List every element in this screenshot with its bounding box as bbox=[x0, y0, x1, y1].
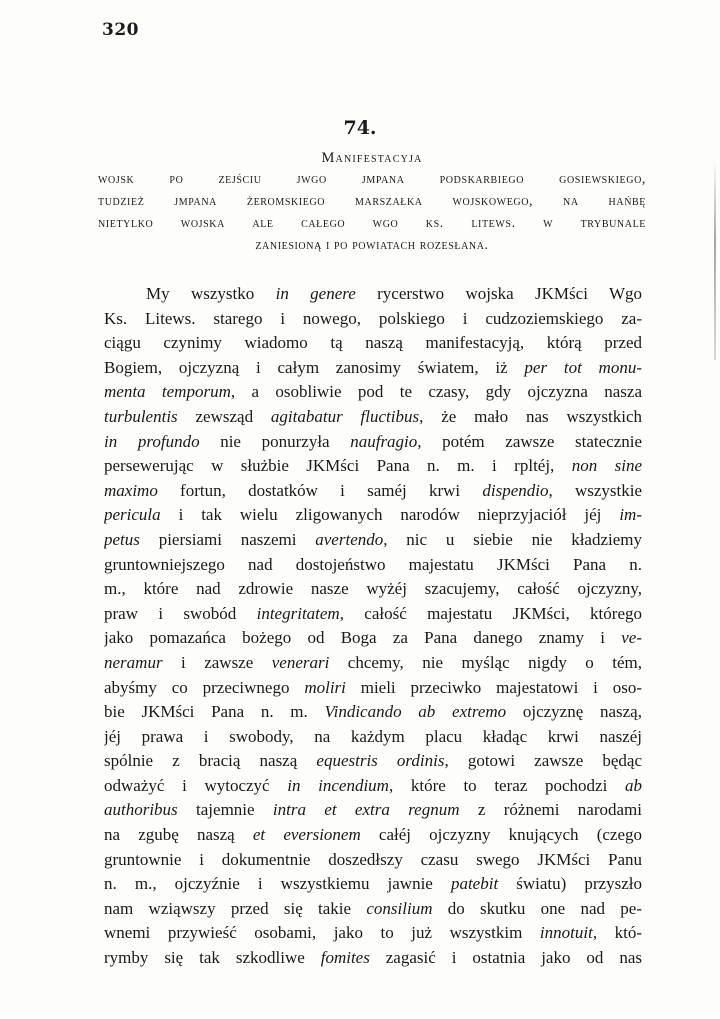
body-text bbox=[104, 282, 642, 971]
latin-phrase: neramur bbox=[104, 652, 163, 672]
document-number: 74. bbox=[343, 117, 377, 139]
text-run: jéj prawa i swobody, na każdym placu kładąc krwi naszéj bbox=[104, 726, 642, 746]
latin-phrase: patebit bbox=[450, 874, 499, 894]
latin-phrase: consilium bbox=[366, 898, 433, 918]
latin-phrase: avertendo bbox=[315, 529, 384, 549]
scan-edge-shadow bbox=[714, 160, 716, 360]
text-run: i tak wielu zligowanych narodów nieprzyjaciół jéj bbox=[160, 505, 620, 525]
text-line bbox=[104, 577, 642, 602]
latin-phrase: fomites bbox=[320, 948, 370, 968]
text-run: ciągu czynimy wiadomo tą naszą manifestacyją, którą przed bbox=[104, 333, 642, 353]
latin-phrase: non sine bbox=[571, 456, 642, 476]
text-line bbox=[104, 897, 642, 922]
text-run: wnemi przywieść osobami, jako to już wszystkim bbox=[104, 923, 540, 943]
latin-phrase: im- bbox=[619, 505, 642, 525]
text-run: praw i swobód bbox=[104, 603, 257, 623]
text-run: , całość majestatu JKMści, którego bbox=[339, 603, 642, 623]
latin-phrase: equestris ordinis bbox=[316, 751, 445, 771]
text-line bbox=[104, 725, 642, 750]
text-line bbox=[104, 798, 642, 823]
latin-phrase: et eversionem bbox=[252, 825, 361, 845]
text-run: mieli przeciwko majestatowi i oso- bbox=[345, 677, 642, 697]
heading-line: nietylko wojska ale całego wgo ks. litews. w trybunale bbox=[98, 216, 646, 231]
text-line bbox=[104, 380, 642, 405]
text-run: m., które nad zdrowie nasze wyżéj szacujemy, całość ojczyzny, bbox=[104, 579, 642, 599]
text-line bbox=[104, 872, 642, 897]
text-line bbox=[104, 749, 642, 774]
document-heading bbox=[98, 147, 646, 257]
text-run: z różnemi narodami bbox=[459, 800, 642, 820]
text-run: zagasić i ostatnia jako od nas bbox=[369, 948, 642, 968]
text-line bbox=[104, 946, 642, 971]
text-line bbox=[104, 331, 642, 356]
text-run: , potém zawsze statecznie bbox=[417, 431, 642, 451]
text-run: fortun, dostatków i saméj krwi bbox=[157, 480, 483, 500]
latin-phrase: ab bbox=[624, 775, 642, 795]
text-line bbox=[104, 528, 642, 553]
text-line bbox=[104, 921, 642, 946]
text-line bbox=[104, 774, 642, 799]
text-run: , które to teraz pochodzi bbox=[388, 775, 625, 795]
latin-phrase: in incendium bbox=[287, 775, 389, 795]
latin-phrase: authoribus bbox=[104, 800, 178, 820]
text-run: My wszystko bbox=[146, 284, 276, 303]
latin-phrase: in genere bbox=[275, 284, 356, 303]
latin-phrase: turbulentis bbox=[104, 406, 178, 426]
heading-title: Manifestacyja bbox=[321, 150, 423, 166]
latin-phrase: moliri bbox=[304, 677, 346, 697]
text-run: persewerując w służbie JKMści Pana n. m. i rpltéj, bbox=[104, 456, 572, 476]
text-run: odważyć i wytoczyć bbox=[104, 775, 288, 795]
latin-phrase: innotuit bbox=[539, 923, 593, 943]
text-run: nie ponurzyła bbox=[199, 431, 351, 451]
heading-line: tudzież jmpana żeromskiego marszałka wojskowego, na hańbę bbox=[98, 194, 646, 209]
text-run: rycerstwo wojska JKMści Wgo bbox=[355, 284, 642, 303]
heading-line: zaniesioną i po powiatach rozesłana. bbox=[255, 238, 489, 253]
text-line bbox=[104, 503, 642, 528]
text-line bbox=[104, 676, 642, 701]
text-run: nam wziąwszy przed się takie bbox=[104, 898, 367, 918]
text-line bbox=[104, 700, 642, 725]
text-run: chcemy, nie myśląc nigdy o tém, bbox=[329, 652, 642, 672]
text-run: bie JKMści Pana n. m. bbox=[104, 702, 325, 722]
latin-phrase: venerari bbox=[271, 652, 330, 672]
latin-phrase: petus bbox=[104, 529, 140, 549]
text-run: , że mało nas wszystkich bbox=[419, 406, 642, 426]
text-line bbox=[104, 356, 642, 381]
text-run: , któ- bbox=[592, 923, 642, 943]
text-run: piersiami naszemi bbox=[139, 529, 316, 549]
text-run: tajemnie bbox=[177, 800, 273, 820]
latin-phrase: naufragio bbox=[350, 431, 418, 451]
text-line bbox=[104, 651, 642, 676]
page-number: 320 bbox=[102, 20, 139, 40]
latin-phrase: in profundo bbox=[104, 431, 200, 451]
latin-phrase: ve- bbox=[621, 628, 642, 648]
text-run: , a osobliwie pod te czasy, gdy ojczyzna nasza bbox=[230, 382, 642, 402]
latin-phrase: maximo bbox=[104, 480, 158, 500]
text-line bbox=[104, 553, 642, 578]
text-run: , gotowi zawsze będąc bbox=[444, 751, 642, 771]
text-run: abyśmy co przeciwnego bbox=[104, 677, 305, 697]
text-line bbox=[104, 626, 642, 651]
text-line bbox=[104, 848, 642, 873]
text-run: i zawsze bbox=[162, 652, 272, 672]
text-line bbox=[104, 307, 642, 332]
text-run: spólnie z bracią naszą bbox=[104, 751, 317, 771]
text-run: Bogiem, ojczyzną i całym zanosimy światem, iż bbox=[104, 357, 525, 377]
text-line bbox=[104, 454, 642, 479]
text-run: jako pomazańca bożego od Boga za Pana danego znamy i bbox=[104, 628, 622, 648]
text-run: na zgubę naszą bbox=[104, 825, 253, 845]
latin-phrase: agitabatur fluctibus bbox=[270, 406, 420, 426]
latin-phrase: integritatem bbox=[256, 603, 340, 623]
latin-phrase: menta temporum bbox=[104, 382, 231, 402]
latin-phrase: per tot monu- bbox=[524, 357, 642, 377]
text-run: światu) przyszło bbox=[498, 874, 642, 894]
text-line bbox=[104, 430, 642, 455]
text-run: Ks. Litews. starego i nowego, polskiego i cudzoziemskiego za- bbox=[104, 308, 642, 328]
latin-phrase: dispendio bbox=[482, 480, 549, 500]
text-line bbox=[104, 405, 642, 430]
latin-phrase: intra et extra regnum bbox=[272, 800, 460, 820]
text-run: całéj ojczyzny knujących (czego bbox=[360, 825, 642, 845]
text-run: gruntowniejszego nad dostojeństwo majestatu JKMści Pana n. bbox=[104, 554, 642, 574]
text-line bbox=[104, 479, 642, 504]
text-run: , nic u siebie nie kładziemy bbox=[383, 529, 642, 549]
text-line bbox=[104, 823, 642, 848]
text-run: gruntownie i dokumentnie doszedłszy czasu swego JKMści Panu bbox=[104, 849, 642, 869]
text-line bbox=[104, 282, 642, 307]
text-run: n. m., ojczyźnie i wszystkiemu jawnie bbox=[104, 874, 451, 894]
text-run: ojczyznę naszą, bbox=[506, 702, 642, 722]
text-run: zewsząd bbox=[177, 406, 271, 426]
text-run: rymby się tak szkodliwe bbox=[104, 948, 321, 968]
text-line bbox=[104, 602, 642, 627]
text-run: do skutku one nad pe- bbox=[432, 898, 642, 918]
heading-line: wojsk po zejściu jwgo jmpana podskarbiego gosiewskiego, bbox=[98, 172, 646, 187]
latin-phrase: pericula bbox=[104, 505, 161, 525]
latin-phrase: Vindicando ab extremo bbox=[324, 702, 507, 722]
text-run: , wszystkie bbox=[548, 480, 642, 500]
